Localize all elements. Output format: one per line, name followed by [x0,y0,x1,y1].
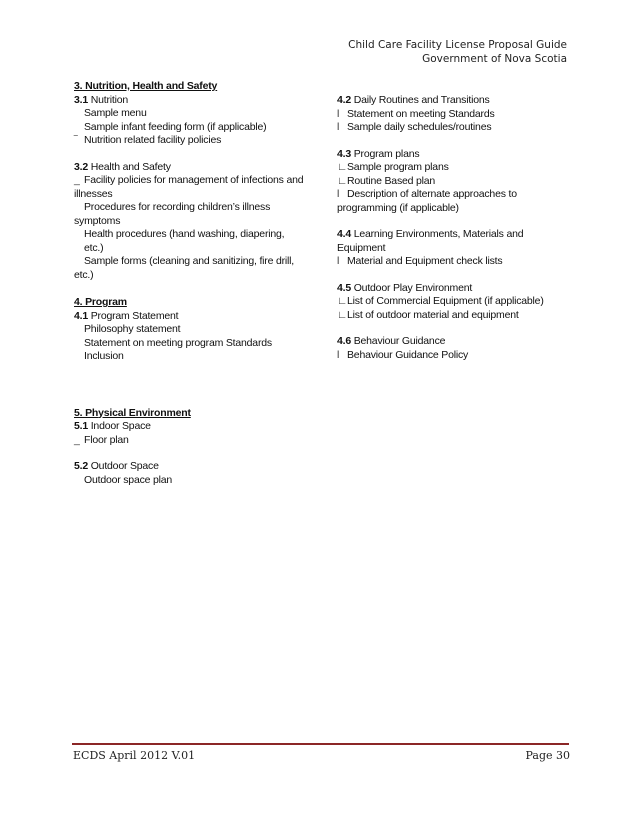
list-item: Outdoor space plan [84,473,173,486]
subsection-title: Outdoor Space [88,460,159,472]
subsection-number: 4.2 [337,94,351,106]
subsection-title: Indoor Space [88,420,151,432]
section-5-2 [74,460,306,487]
list-item [337,349,572,363]
right-column [337,94,572,375]
section-4-5 [337,282,572,323]
subsection-title: Outdoor Play Environment [351,281,473,294]
list-item: Health procedures (hand washing, diapering, etc.) [84,228,285,254]
list-item [74,134,306,148]
page-header [348,38,567,66]
subsection-heading [337,335,572,349]
list-item-text: Facility policies for management of infections and illnesses [74,174,304,200]
subsection-number: 4.5 [337,281,351,294]
subsection-heading [337,282,572,296]
header-organization: Government of Nova Scotia [422,53,567,65]
list-item-text: Nutrition related facility policies [84,134,222,146]
section-heading: 5. Physical Environment [74,406,191,419]
list-item-text: Sample program plans [347,161,449,173]
list-item [74,174,306,201]
subsection-heading [74,420,306,434]
list-item [337,188,572,215]
subsection-title: Nutrition [88,93,129,106]
list-item [337,108,572,122]
list-item [337,255,572,269]
subsection-title: Behaviour Guidance [351,335,446,347]
list-item: Philosophy statement [84,323,181,335]
section-heading: 3. Nutrition, Health and Safety [74,80,218,92]
list-item: Sample infant feeding form (if applicable) [84,120,267,133]
bullet-icon: l [337,188,340,200]
list-item-text: Behaviour Guidance Policy [347,348,469,361]
subsection-heading [337,228,572,255]
list-item [337,161,572,175]
subsection-title: Program plans [351,147,420,160]
bullet-icon: ∟ [337,174,348,187]
section-heading: 4. Program [74,296,127,308]
section-4 [74,296,306,364]
bullet-icon: l [337,121,340,133]
section-3 [74,80,306,148]
list-item [337,295,572,309]
subsection-number: 4.4 [337,228,351,240]
header-title: Child Care Facility License Proposal Guide [348,39,567,51]
list-item-text: List of outdoor material and equipment [347,308,519,321]
bullet-icon: l [337,107,340,120]
footer-version: ECDS April 2012 V.01 [73,749,196,762]
list-item-text: Description of alternate approaches to programming (if applicable) [337,188,517,214]
subsection-heading [74,460,306,474]
subsection-title: Learning Environments, Materials and Equipment [337,228,524,254]
bullet-icon: ∟ [337,308,348,321]
section-4-3 [337,148,572,216]
subsection-heading [74,94,306,108]
subsection-title: Daily Routines and Transitions [351,94,490,106]
section-4-2 [337,94,572,135]
section-5 [74,407,306,448]
subsection-number: 4.3 [337,147,351,160]
subsection-heading [74,161,306,175]
list-item-text: Floor plan [84,433,129,446]
subsection-number: 3.2 [74,160,88,173]
subsection-heading [337,148,572,162]
list-item [337,175,572,189]
subsection-number: 4.6 [337,335,351,347]
bullet-icon: l [337,348,340,361]
list-item-text: Statement on meeting Standards [347,107,495,120]
section-3-2 [74,161,306,283]
subsection-number: 5.2 [74,460,88,472]
section-4-6 [337,335,572,362]
list-item [337,121,572,135]
list-item: Procedures for recording children’s illness symptoms [74,201,271,227]
subsection-number: 4.1 [74,309,88,322]
subsection-heading [337,94,572,108]
list-item-text: List of Commercial Equipment (if applicable) [347,295,544,307]
list-item [337,309,572,323]
bullet-icon: l [337,255,340,267]
list-item: Inclusion [84,350,124,362]
list-item-text: Material and Equipment check lists [347,255,503,267]
list-item: Sample menu [84,107,147,119]
subsection-title: Program Statement [88,309,179,322]
list-item [74,434,306,448]
section-4-4 [337,228,572,269]
footer-page-number: Page 30 [525,749,570,762]
footer-rule [72,743,569,745]
bullet-icon: ∟ [337,161,348,173]
bullet-icon: _ [74,433,80,446]
subsection-heading [74,310,306,324]
list-item-text: Routine Based plan [347,174,436,187]
bullet-icon: _ [74,174,80,186]
subsection-number: 5.1 [74,420,88,432]
list-item-text: Sample daily schedules/routines [347,121,492,133]
subsection-title: Health and Safety [88,160,171,173]
bullet-icon: ∟ [337,295,348,307]
bullet-icon: ‾ [74,134,78,146]
list-item: Statement on meeting program Standards [84,336,272,349]
list-item: Sample forms (cleaning and sanitizing, fire drill, etc.) [74,255,295,281]
subsection-number: 3.1 [74,93,88,106]
left-column [74,80,306,500]
